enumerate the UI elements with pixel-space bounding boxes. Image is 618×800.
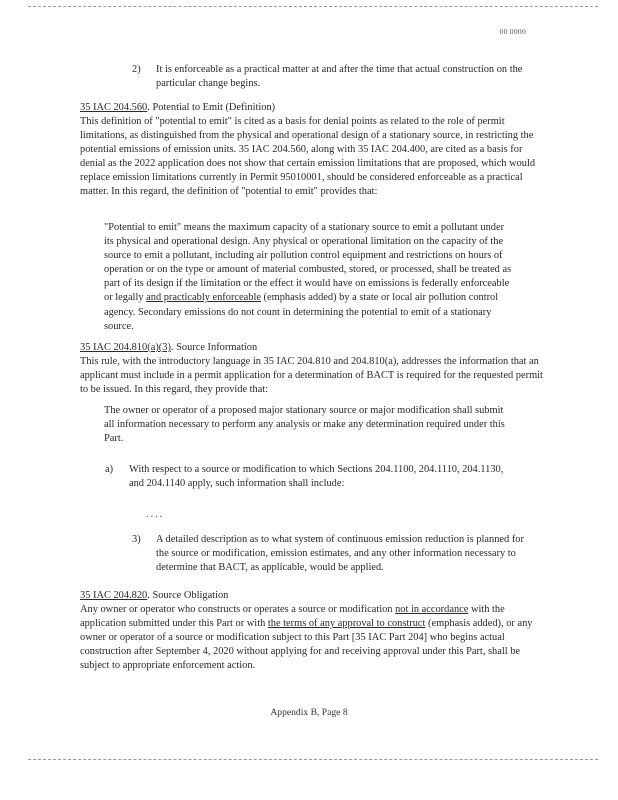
section-title: . Potential to Emit (Definition) [147,102,276,113]
section-title: . Source Information [170,342,258,353]
quote-text: "Potential to emit" means the maximum capacity of a stationary source to emit a pollutant under its physical and operational design. Any physical or operational limitation on the capacity of the source to emit a pollutant, including air pollution control equipment and restrictions on hours of operation or on the type or amount of material combusted, stored, or processed, shall be treated as part of its design if the limitation or the effect it would have on emissions is federally enforceable or legally [104,222,512,304]
emphasis-terms-of-approval: the terms of any approval to construct [267,618,426,630]
list-item-3 [132,533,528,575]
list-item-a [105,463,517,491]
section-body-204-560: This definition of "potential to emit" is cited as a basis for denial points as related to the role of permit limitations, as distinguished from the physical and operational design of a stationary source, in restricting the potential emissions of emission units. 35 IAC 204.560, along with 35 IAC 204.400, are cited as a basis for denial as the 2022 application does not show that certain emission limitations that are proposed, which would replace emission limitations currently in Permit 95010001, should be considered enforceable as a practical matter. In this regard, the definition of "potential to emit" provides that: [80,116,536,198]
list-item-2 [132,63,532,91]
section-heading-204-810 [80,341,540,355]
block-quote-potential-to-emit [104,221,516,334]
section-body-204-810: This rule, with the introductory language in 35 IAC 204.810 and 204.810(a), addresses the information that an applicant must include in a permit application for a determination of BACT is required for the requested permit to be issued. In this regard, they provide that: [80,356,543,396]
omission-ellipsis: .... [146,509,165,520]
list-number: 2) [132,64,141,75]
body-text: Any owner or operator who constructs or operates a source or modification [80,604,396,615]
bottom-scan-border [28,759,598,760]
list-number: 3) [132,534,141,545]
list-text: It is enforceable as a practical matter at and after the time that actual construction on the particular change begins. [156,64,523,90]
section-title: . Source Obligation [147,590,229,601]
body-text: (emphasis added), or any owner or operator of a source or modification subject to this Part [35 IAC Part 204] who begins actual construction after September 4, 2020 without applying for and receiving approval under this Part, shall be subject to appropriate enforcement action. [80,618,533,672]
section-citation: 35 IAC 204.820 [80,590,148,601]
list-text: A detailed description as to what system of continuous emission reduction is planned for the source or modification, emission estimates, and any other information necessary to determine that BACT, as applicable, would be applied. [156,534,524,574]
body-text: with the application submitted under this Part or with [80,604,505,630]
list-text: With respect to a source or modification to which Sections 204.1100, 204.1110, 204.1130, and 204.1140 apply, such information shall include: [129,464,504,490]
top-scan-border [28,6,598,7]
section-citation: 35 IAC 204.560 [80,102,148,113]
list-number: a) [105,464,114,475]
quote-emphasis: and practicably enforceable [146,292,261,304]
block-quote-source-information: The owner or operator of a proposed major stationary source or major modification shall submit all information necessary to perform any analysis or make any determination required under this Part. [104,405,505,445]
page-identifier: 00 0000 [499,27,526,36]
section-heading-204-560 [80,101,540,115]
section-citation: 35 IAC 204.810(a)(3) [80,342,171,353]
quote-text-end: (emphasis added) by a state or local air pollution control agency. Secondary emissions do not count in determining the potential to emit of a stationary source. [104,292,499,332]
section-body-204-820 [80,603,544,673]
page-footer: Appendix B, Page 8 [270,707,348,718]
emphasis-not-in-accordance: not in accordance [395,604,469,615]
section-heading-204-820 [80,589,540,603]
